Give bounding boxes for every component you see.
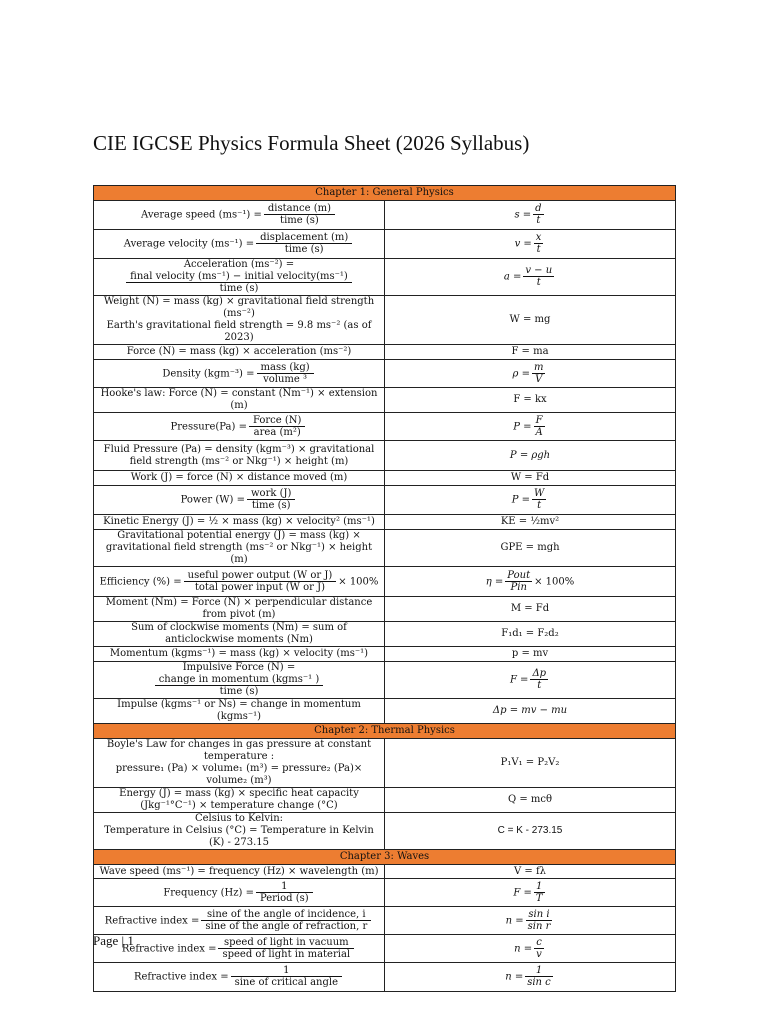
table-row <box>94 567 676 597</box>
formula-description: Pressure(Pa) = $\frac{\text{Force (N)}}{\text{area (m²)}}$ <box>94 413 385 441</box>
formula-symbolic: η = $\frac{\text{Pout}}{\text{Pin}}$ × 100% <box>385 567 676 597</box>
table-row <box>94 471 676 486</box>
formula-symbolic: s = $\frac{d}{t}$ <box>385 201 676 230</box>
chapter-header <box>94 724 676 739</box>
formula-description: Energy (J) = mass (kg) × specific heat capacity (Jkg⁻¹°C⁻¹) × temperature change (°C) <box>94 788 385 813</box>
formula-description: Efficiency (%) = $\frac{\text{useful power output (W or J)}}{\text{total power input (W or J)}}$ × 100% <box>94 567 385 597</box>
table-row <box>94 515 676 530</box>
table-row <box>94 597 676 622</box>
formula-symbolic: GPE = mgh <box>385 530 676 567</box>
formula-symbolic: Δp = mv − mu <box>385 699 676 724</box>
chapter-title: Chapter 3: Waves <box>94 850 676 865</box>
formula-symbolic: n = $\frac{1}{\text{sin c}}$ <box>385 963 676 992</box>
chapter-header <box>94 850 676 865</box>
chapter-title: Chapter 1: General Physics <box>94 186 676 201</box>
formula-description: Power (W) = $\frac{\text{work (J)}}{\text{time (s)}}$ <box>94 486 385 515</box>
formula-description: Force (N) = mass (kg) × acceleration (ms⁻²) <box>94 345 385 360</box>
formula-description: Refractive index = $\frac{\text{sine of the angle of incidence, i}}{\text{sine of the angle of refraction, r}}$ <box>94 907 385 935</box>
formula-table <box>93 185 676 992</box>
formula-symbolic: KE = ½mv² <box>385 515 676 530</box>
formula-symbolic: F = $\frac{1}{T}$ <box>385 879 676 907</box>
table-row <box>94 259 676 296</box>
table-row <box>94 441 676 471</box>
formula-description: Momentum (kgms⁻¹) = mass (kg) × velocity (ms⁻¹) <box>94 647 385 662</box>
formula-description: Fluid Pressure (Pa) = density (kgm⁻³) × gravitational field strength (ms⁻² or Nkg⁻¹) × height (m) <box>94 441 385 471</box>
table-row <box>94 699 676 724</box>
table-row <box>94 622 676 647</box>
formula-symbolic: F = ma <box>385 345 676 360</box>
formula-description: Celsius to Kelvin: Temperature in Celsius (°C) = Temperature in Kelvin (K) - 273.15 <box>94 813 385 850</box>
table-row <box>94 907 676 935</box>
formula-description: Average speed (ms⁻¹) = $\frac{\text{distance (m)}}{\text{time (s)}}$ <box>94 201 385 230</box>
formula-symbolic: n = $\frac{c}{v}$ <box>385 935 676 963</box>
formula-symbolic: W = Fd <box>385 471 676 486</box>
formula-description: Acceleration (ms⁻²) = $\frac{\text{final velocity (ms⁻¹) − initial velocity(ms⁻¹)}}{\text{time (s)}}$ <box>94 259 385 296</box>
table-row <box>94 935 676 963</box>
table-row <box>94 360 676 388</box>
table-row <box>94 413 676 441</box>
formula-symbolic: p = mv <box>385 647 676 662</box>
formula-description: Frequency (Hz) = $\frac{1}{\text{Period (s)}}$ <box>94 879 385 907</box>
formula-symbolic: F = kx <box>385 388 676 413</box>
chapter-title: Chapter 2: Thermal Physics <box>94 724 676 739</box>
table-row <box>94 345 676 360</box>
table-row <box>94 530 676 567</box>
formula-symbolic: Q = mcθ <box>385 788 676 813</box>
formula-description: Density (kgm⁻³) = $\frac{\text{mass (kg)}}{\text{volume ³}}$ <box>94 360 385 388</box>
table-row <box>94 788 676 813</box>
table-row <box>94 662 676 699</box>
table-row <box>94 486 676 515</box>
table-row <box>94 388 676 413</box>
formula-symbolic: F = $\frac{\Delta p}{t}$ <box>385 662 676 699</box>
page-title: CIE IGCSE Physics Formula Sheet (2026 Syllabus) <box>93 131 530 155</box>
formula-description: Weight (N) = mass (kg) × gravitational field strength (ms⁻²) Earth's gravitational field strength = 9.8 ms⁻² (as of 2023) <box>94 296 385 345</box>
formula-description: Work (J) = force (N) × distance moved (m) <box>94 471 385 486</box>
formula-description: Moment (Nm) = Force (N) × perpendicular distance from pivot (m) <box>94 597 385 622</box>
table-row <box>94 739 676 788</box>
table-row <box>94 296 676 345</box>
formula-symbolic: ρ = $\frac{m}{V}$ <box>385 360 676 388</box>
table-row <box>94 879 676 907</box>
formula-description: Impulsive Force (N) = $\frac{\text{change in momentum (kgms⁻¹ )}}{\text{time (s)}}$ <box>94 662 385 699</box>
formula-symbolic: F₁d₁ = F₂d₂ <box>385 622 676 647</box>
formula-description: Average velocity (ms⁻¹) = $\frac{\text{displacement (m)}}{\text{time (s)}}$ <box>94 230 385 259</box>
formula-symbolic: C = K - 273.15 <box>385 813 676 850</box>
formula-description: Wave speed (ms⁻¹) = frequency (Hz) × wavelength (m) <box>94 865 385 879</box>
formula-description: Sum of clockwise moments (Nm) = sum of anticlockwise moments (Nm) <box>94 622 385 647</box>
formula-description: Kinetic Energy (J) = ½ × mass (kg) × velocity² (ms⁻¹) <box>94 515 385 530</box>
formula-symbolic: M = Fd <box>385 597 676 622</box>
table-row <box>94 647 676 662</box>
table-row <box>94 230 676 259</box>
chapter-header <box>94 186 676 201</box>
formula-symbolic: P₁V₁ = P₂V₂ <box>385 739 676 788</box>
formula-description: Boyle's Law for changes in gas pressure at constant temperature : pressure₁ (Pa) × volume₁ (m³) = pressure₂ (Pa)× volume₂ (m³) <box>94 739 385 788</box>
formula-description: Refractive index = $\frac{\text{speed of light in vacuum}}{\text{speed of light in material}}$ <box>94 935 385 963</box>
formula-symbolic: P = $\frac{W}{t}$ <box>385 486 676 515</box>
table-row <box>94 813 676 850</box>
table-row <box>94 201 676 230</box>
formula-symbolic: P = $\frac{F}{A}$ <box>385 413 676 441</box>
formula-symbolic: V = fλ <box>385 865 676 879</box>
table-row <box>94 963 676 992</box>
table-row <box>94 865 676 879</box>
formula-symbolic: W = mg <box>385 296 676 345</box>
formula-description: Impulse (kgms⁻¹ or Ns) = change in momentum (kgms⁻¹) <box>94 699 385 724</box>
formula-description: Gravitational potential energy (J) = mass (kg) × gravitational field strength (ms⁻² or Nkg⁻¹) × height (m) <box>94 530 385 567</box>
formula-symbolic: v = $\frac{x}{t}$ <box>385 230 676 259</box>
formula-symbolic: a = $\frac{v - u}{t}$ <box>385 259 676 296</box>
formula-symbolic: n = $\frac{\text{sin i}}{\text{sin r}}$ <box>385 907 676 935</box>
formula-description: Refractive index = $\frac{1}{\text{sine of critical angle}}$ <box>94 963 385 992</box>
formula-symbolic: P = ρgh <box>385 441 676 471</box>
formula-description: Hooke's law: Force (N) = constant (Nm⁻¹) × extension (m) <box>94 388 385 413</box>
page-number: Page | 1 <box>93 933 134 948</box>
